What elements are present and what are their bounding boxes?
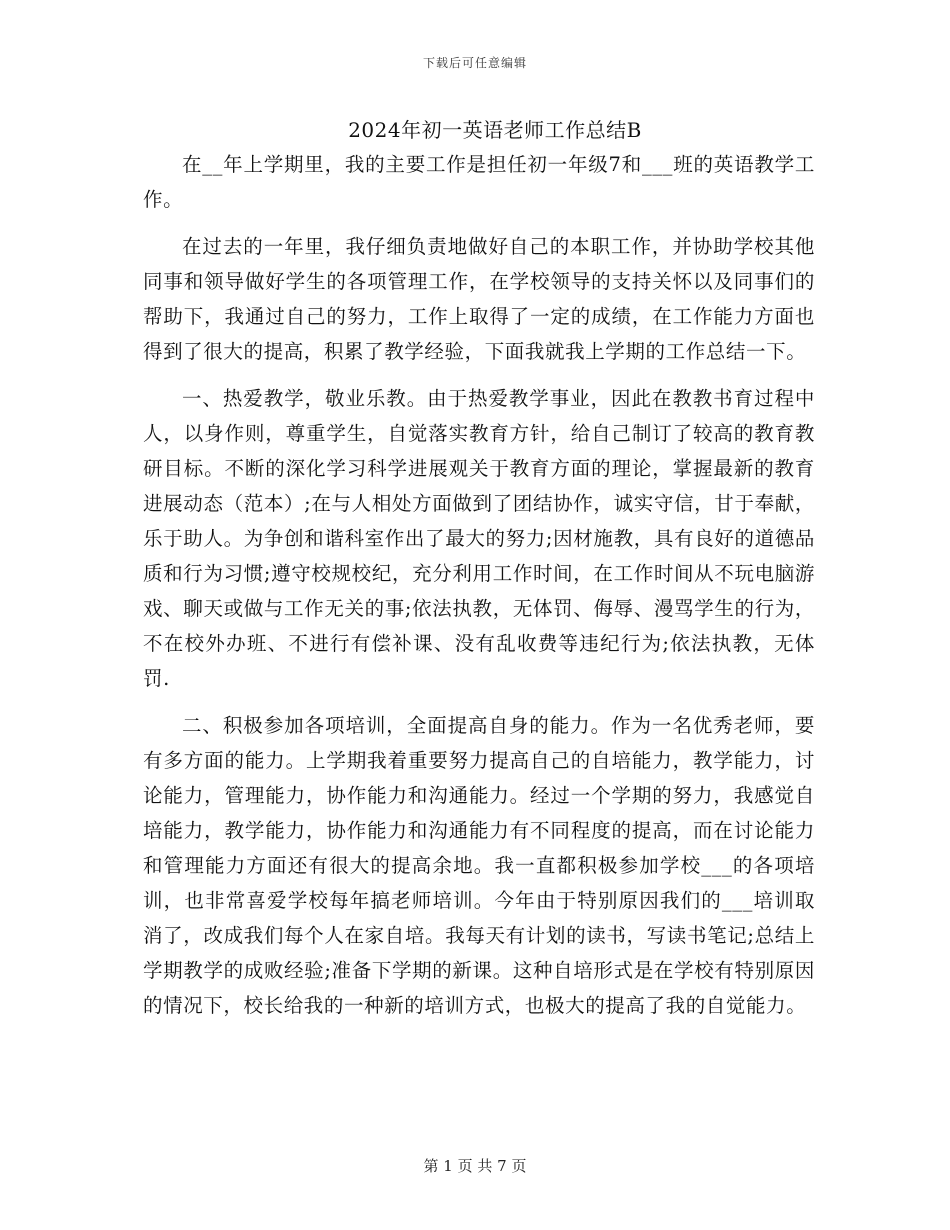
paragraph-section-2: 二、积极参加各项培训，全面提高自身的能力。作为一名优秀老师，要有多方面的能力。上学期我着重要努力提高自己的自培能力，教学能力，讨论能力，管理能力，协作能力和沟通能力。经过一个学期的努力，我感觉自培能力，教学能力，协作能力和沟通能力有不同程度的提高，而在讨论能力和管理能力方面还有很大的提高余地。我一直都积极参加学校___的各项培训，也非常喜爱学校每年搞老师培训。今年由于特别原因我们的___培训取消了，改成我们每个人在家自培。我每天有计划的读书，写读书笔记;总结上学期教学的成败经验;准备下学期的新课。这种自培形式是在学校有特别原因的情况下，校长给我的一种新的培训方式，也极大的提高了我的自觉能力。 xyxy=(143,714,815,1017)
page-header-note: 下载后可任意编辑 xyxy=(422,56,527,70)
paragraph-overview: 在过去的一年里，我仔细负责地做好自己的本职工作，并协助学校其他同事和领导做好学生的各项管理工作，在学校领导的支持关怀以及同事们的帮助下，我通过自己的努力，工作上取得了一定的成绩，在工作能力方面也得到了很大的提高，积累了教学经验，下面我就我上学期的工作总结一下。 xyxy=(143,235,815,363)
paragraph-intro: 在__年上学期里，我的主要工作是担任初一年级7和___班的英语教学工作。 xyxy=(143,153,815,211)
paragraph-section-1: 一、热爱教学，敬业乐教。由于热爱教学事业，因此在教教书育过程中人，以身作则，尊重学生，自觉落实教育方针，给自己制订了较高的教育教研目标。不断的深化学习科学进展观关于教育方面的理论，掌握最新的教育进展动态（范本）;在与人相处方面做到了团结协作，诚实守信，甘于奉献，乐于助人。为争创和谐科室作出了最大的努力;因材施教，具有良好的道德品质和行为习惯;遵守校规校纪，充分利用工作时间，在工作时间从不玩电脑游戏、聊天或做与工作无关的事;依法执教，无体罚、侮辱、漫骂学生的行为，不在校外办班、不进行有偿补课、没有乱收费等违纪行为;依法执教，无体罚. xyxy=(143,387,815,690)
document-body xyxy=(143,147,815,1035)
page-number: 第 1 页 共 7 页 xyxy=(423,1157,527,1175)
document-title: 2024年初一英语老师工作总结B xyxy=(348,118,642,142)
